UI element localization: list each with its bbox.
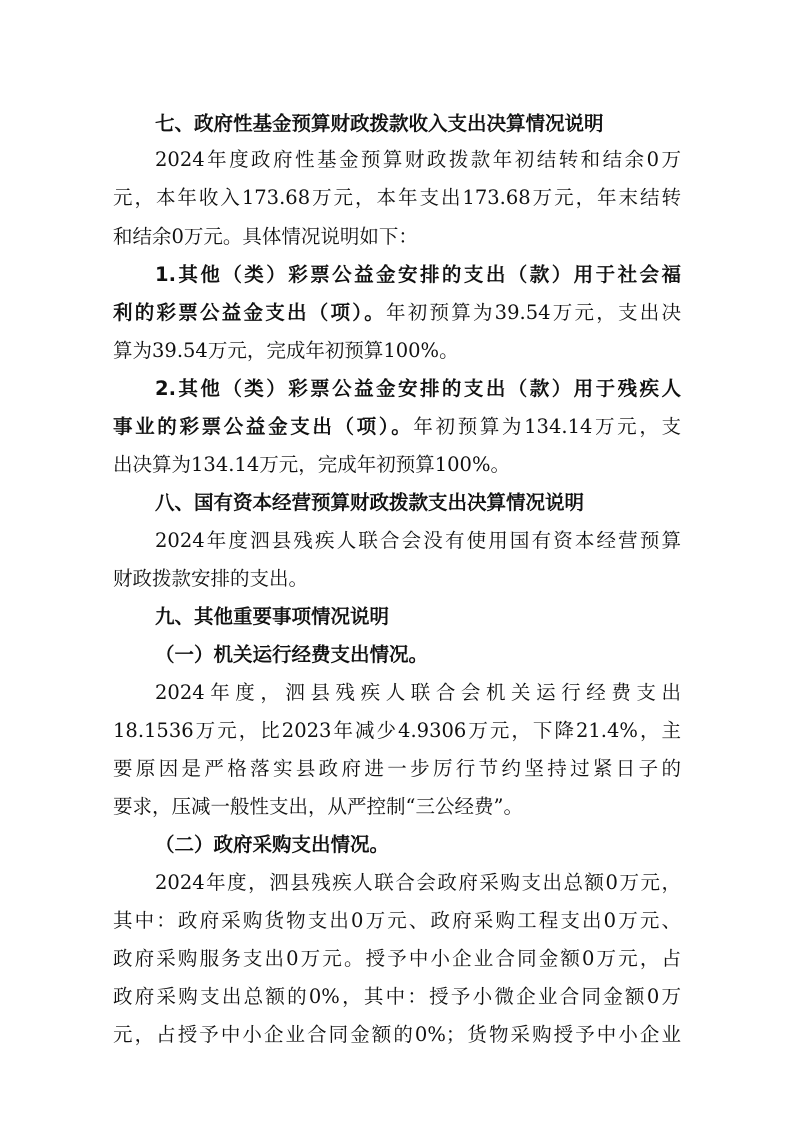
- item-2-title-end: 事业的彩票公益金支出（项）。: [113, 415, 414, 438]
- section-9-paragraph-line: 2024年度，泗县残疾人联合会机关运行经费支出: [155, 681, 681, 704]
- item-1-line: [113, 297, 681, 329]
- section-8-paragraph-line: 2024年度泗县残疾人联合会没有使用国有资本经营预算: [155, 529, 681, 552]
- section-9-heading: 九、其他重要事项情况说明: [155, 605, 390, 628]
- section-9-paragraph-line: 要原因是严格落实县政府进一步厉行节约坚持过紧日子的: [113, 757, 681, 780]
- section-7-paragraph-line: 和结余0万元。具体情况说明如下：: [113, 225, 418, 248]
- item-2-line: 出决算为134.14万元，完成年初预算100%。: [113, 453, 510, 476]
- item-1-text: 年初预算为39.54万元，支出决: [385, 301, 681, 324]
- item-1-line: 算为39.54万元，完成年初预算100%。: [113, 339, 459, 362]
- procurement-paragraph-line: 元，占授予中小企业合同金额的0%；货物采购授予中小企业: [113, 1023, 681, 1046]
- item-1-title-end: 利的彩票公益金支出（项）。: [113, 301, 386, 324]
- item-1-title: 1.其他（类）彩票公益金安排的支出（款）用于社会福: [155, 263, 681, 286]
- section-8-heading: 八、国有资本经营预算财政拨款支出决算情况说明: [155, 491, 585, 514]
- item-2-text: 年初预算为134.14万元，支: [413, 415, 681, 438]
- section-9-paragraph-line: 18.1536万元，比2023年减少4.9306万元，下降21.4%，主: [113, 719, 681, 742]
- procurement-paragraph-line: 2024年度，泗县残疾人联合会政府采购支出总额0万元，: [155, 871, 681, 894]
- section-9-subheading-2: （二）政府采购支出情况。: [155, 833, 390, 856]
- item-2-line: [113, 411, 681, 443]
- section-8-paragraph-line: 财政拨款安排的支出。: [113, 567, 309, 590]
- procurement-paragraph-line: 其中：政府采购货物支出0万元、政府采购工程支出0万元、: [113, 909, 681, 932]
- item-2-title: 2.其他（类）彩票公益金安排的支出（款）用于残疾人: [155, 377, 681, 400]
- section-7-paragraph-line: 元，本年收入173.68万元，本年支出173.68万元，年末结转: [113, 186, 681, 209]
- procurement-paragraph-line: 政府采购支出总额的0%，其中：授予小微企业合同金额0万: [113, 985, 681, 1008]
- section-9-subheading-1: （一）机关运行经费支出情况。: [155, 643, 429, 666]
- section-7-paragraph-line: 2024年度政府性基金预算财政拨款年初结转和结余0万: [155, 148, 681, 171]
- section-9-paragraph-line: 要求，压减一般性支出，从严控制“三公经费”。: [113, 795, 523, 818]
- section-7-heading: 七、政府性基金预算财政拨款收入支出决算情况说明: [155, 112, 604, 135]
- procurement-paragraph-line: 政府采购服务支出0万元。授予中小企业合同金额0万元，占: [113, 947, 681, 970]
